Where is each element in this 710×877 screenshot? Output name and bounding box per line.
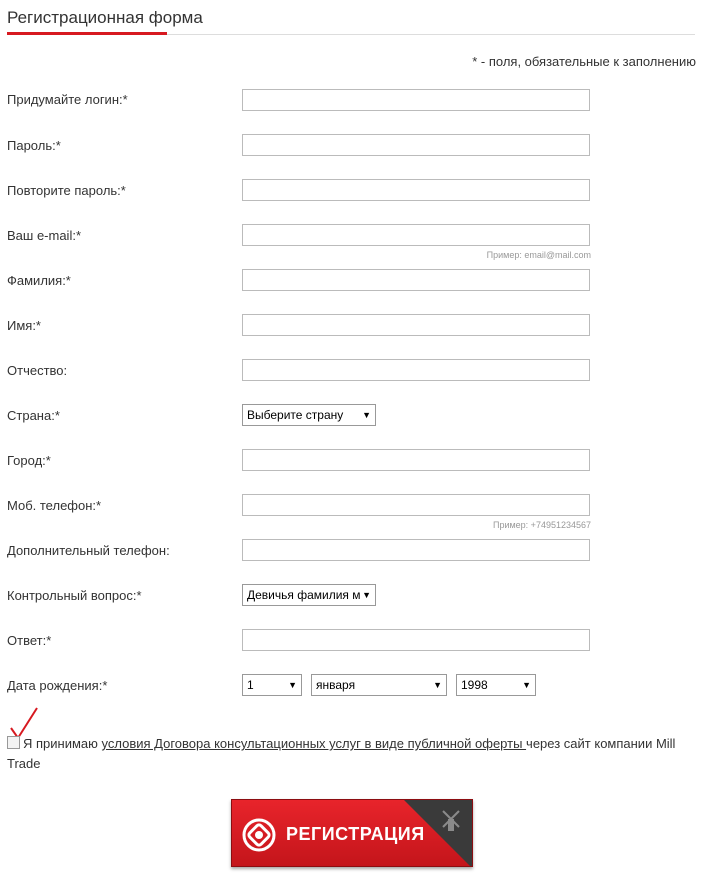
- register-button-label: РЕГИСТРАЦИЯ: [286, 824, 425, 844]
- title-accent-bar: [7, 32, 167, 35]
- security-question-label: Контрольный вопрос:*: [7, 588, 142, 603]
- country-selected: Выберите страну: [247, 408, 344, 422]
- last-name-label: Фамилия:*: [7, 273, 71, 288]
- extra-phone-label: Дополнительный телефон:: [7, 543, 170, 558]
- email-input[interactable]: [242, 224, 590, 246]
- accept-prefix: Я принимаю: [23, 736, 102, 751]
- chevron-down-icon: ▼: [433, 680, 442, 690]
- mobile-hint: Пример: +74951234567: [492, 520, 591, 530]
- mobile-label: Моб. телефон:*: [7, 498, 102, 513]
- birth-year-select[interactable]: [456, 674, 536, 696]
- last-name-input[interactable]: [242, 269, 590, 291]
- birth-month-select[interactable]: [311, 674, 447, 696]
- chevron-down-icon: ▼: [362, 590, 371, 600]
- windmill-icon: [438, 806, 464, 832]
- country-select[interactable]: [242, 404, 376, 426]
- first-name-label: Имя:*: [7, 318, 41, 333]
- password-input[interactable]: [242, 134, 590, 156]
- brand-logo-icon: [242, 818, 276, 852]
- first-name-input[interactable]: [242, 314, 590, 336]
- city-input[interactable]: [242, 449, 590, 471]
- birth-month-selected: января: [316, 678, 356, 692]
- register-button[interactable]: [231, 799, 473, 867]
- accept-terms: [7, 734, 687, 774]
- password-repeat-label: Повторите пароль:*: [7, 183, 126, 198]
- answer-label: Ответ:*: [7, 633, 52, 648]
- password-repeat-input[interactable]: [242, 179, 590, 201]
- required-note: * - поля, обязательные к заполнению: [472, 54, 696, 69]
- password-label: Пароль:*: [7, 138, 61, 153]
- patronymic-input[interactable]: [242, 359, 590, 381]
- login-input[interactable]: [242, 89, 590, 111]
- email-hint: Пример: email@mail.com: [486, 250, 591, 260]
- chevron-down-icon: ▼: [288, 680, 297, 690]
- extra-phone-input[interactable]: [242, 539, 590, 561]
- birth-year-selected: 1998: [461, 678, 488, 692]
- email-label: Ваш e-mail:*: [7, 228, 82, 243]
- security-question-select[interactable]: [242, 584, 376, 606]
- offer-terms-link[interactable]: условия Договора консультационных услуг в виде публичной оферты: [101, 736, 527, 751]
- security-question-selected: Девичья фамилия м: [247, 588, 361, 602]
- accept-suffix: через сайт компании Mill Trade: [7, 736, 676, 771]
- login-label: Придумайте логин:*: [7, 92, 128, 107]
- birthdate-label: Дата рождения:*: [7, 678, 108, 693]
- chevron-down-icon: ▼: [522, 680, 531, 690]
- city-label: Город:*: [7, 453, 51, 468]
- country-label: Страна:*: [7, 408, 60, 423]
- form-title: Регистрационная форма: [7, 8, 203, 27]
- chevron-down-icon: ▼: [362, 410, 371, 420]
- patronymic-label: Отчество:: [7, 363, 68, 378]
- answer-input[interactable]: [242, 629, 590, 651]
- accept-checkbox[interactable]: [7, 736, 20, 749]
- mobile-input[interactable]: [242, 494, 590, 516]
- birth-day-select[interactable]: [242, 674, 302, 696]
- birth-day-selected: 1: [247, 678, 254, 692]
